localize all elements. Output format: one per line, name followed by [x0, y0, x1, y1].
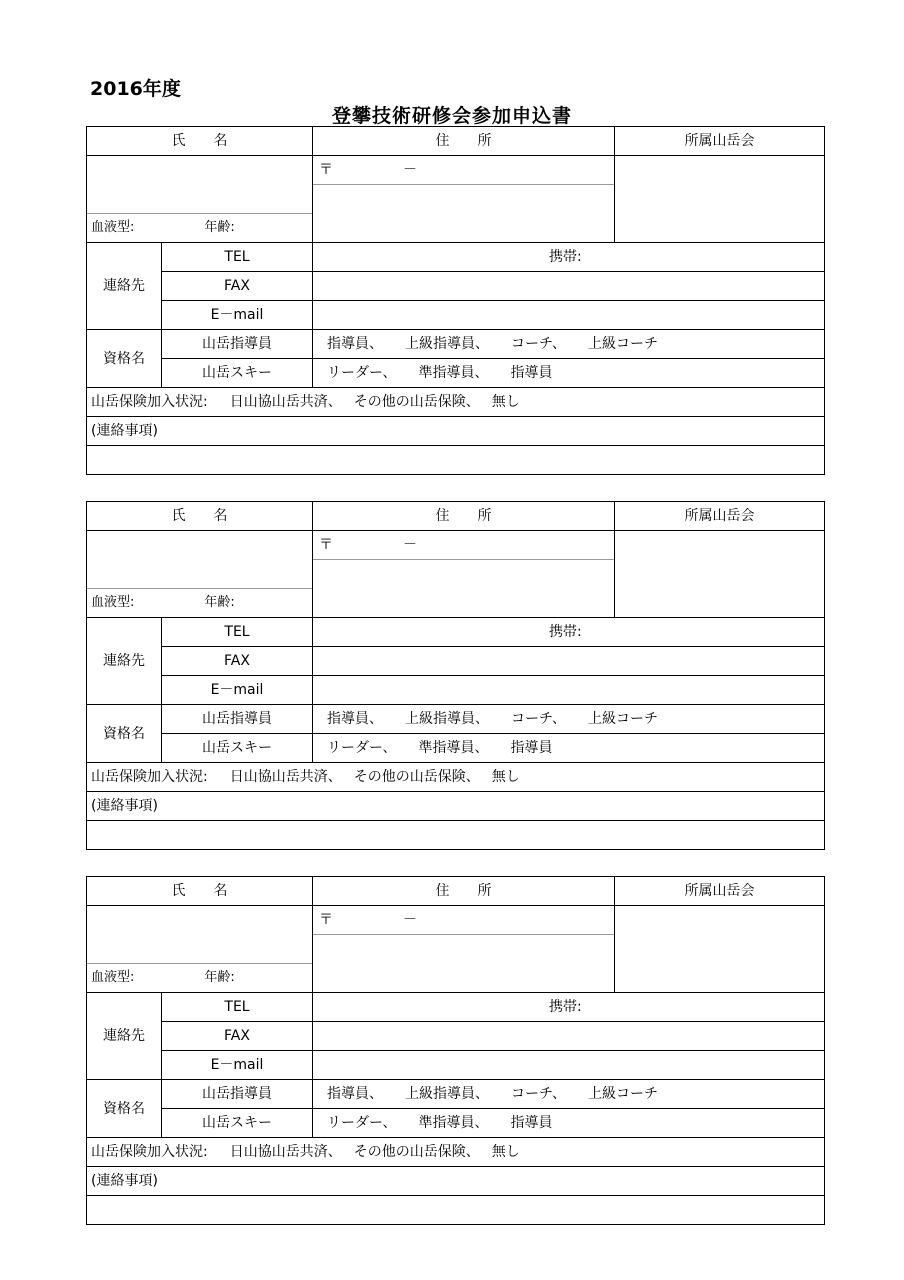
option-instructor[interactable]: 指導員、: [327, 336, 383, 352]
option-senior-instructor[interactable]: 上級指導員、: [405, 336, 489, 352]
zip-mark: 〒: [319, 162, 333, 178]
mountain-instructor-label: 山岳指導員: [162, 330, 313, 359]
fax-label: FAX: [162, 647, 313, 676]
address-header: 住 所: [313, 127, 615, 156]
qualification-label: 資格名: [87, 1080, 162, 1138]
mobile-label: 携帯:: [549, 999, 582, 1015]
insurance-row[interactable]: [87, 388, 825, 417]
form-year: 2016年度: [90, 78, 181, 100]
email-label: E－mail: [162, 676, 313, 705]
address-field[interactable]: [313, 156, 615, 243]
option-jma-insurance[interactable]: 日山協山岳共済、: [229, 1144, 342, 1160]
tel-mobile-field[interactable]: [313, 618, 825, 647]
mountain-ski-options[interactable]: [313, 1109, 825, 1138]
option-senior-coach[interactable]: 上級コーチ: [588, 336, 659, 352]
option-no-insurance[interactable]: 無し: [491, 769, 520, 785]
tel-label: TEL: [162, 618, 313, 647]
mountain-ski-options[interactable]: [313, 359, 825, 388]
option-instructor[interactable]: 指導員、: [327, 711, 383, 727]
option-senior-instructor[interactable]: 上級指導員、: [405, 711, 489, 727]
club-field[interactable]: [615, 906, 825, 993]
notes-field[interactable]: [87, 446, 825, 475]
mountain-instructor-label: 山岳指導員: [162, 1080, 313, 1109]
name-header: 氏 名: [87, 877, 313, 906]
blood-age-row: [87, 588, 312, 617]
tel-mobile-field[interactable]: [313, 993, 825, 1022]
name-input-area[interactable]: [87, 532, 312, 588]
application-form-block: [86, 501, 825, 850]
insurance-label: 山岳保険加入状況:: [91, 1144, 208, 1160]
mountain-instructor-options[interactable]: [313, 1080, 825, 1109]
option-jma-insurance[interactable]: 日山協山岳共済、: [229, 769, 342, 785]
zip-dash: －: [403, 162, 417, 178]
mobile-label: 携帯:: [549, 249, 582, 265]
mobile-label: 携帯:: [549, 624, 582, 640]
option-leader[interactable]: リーダー、: [327, 365, 397, 381]
email-field[interactable]: [313, 676, 825, 705]
option-other-insurance[interactable]: その他の山岳保険、: [353, 1144, 480, 1160]
notes-label: (連絡事項): [87, 417, 825, 446]
mountain-instructor-options[interactable]: [313, 705, 825, 734]
zip-mark: 〒: [319, 537, 333, 553]
option-no-insurance[interactable]: 無し: [491, 1144, 520, 1160]
option-ski-instructor[interactable]: 指導員: [510, 365, 553, 381]
notes-field[interactable]: [87, 1196, 825, 1225]
zip-code-row[interactable]: [313, 906, 614, 935]
contact-label: 連絡先: [87, 618, 162, 705]
option-senior-coach[interactable]: 上級コーチ: [588, 711, 659, 727]
tel-mobile-field[interactable]: [313, 243, 825, 272]
address-field[interactable]: [313, 906, 615, 993]
option-senior-coach[interactable]: 上級コーチ: [588, 1086, 659, 1102]
notes-label: (連絡事項): [87, 1167, 825, 1196]
name-header: 氏 名: [87, 502, 313, 531]
option-associate-instructor[interactable]: 準指導員、: [418, 1115, 489, 1131]
email-field[interactable]: [313, 301, 825, 330]
email-label: E－mail: [162, 1051, 313, 1080]
option-leader[interactable]: リーダー、: [327, 1115, 397, 1131]
club-header: 所属山岳会: [615, 877, 825, 906]
option-associate-instructor[interactable]: 準指導員、: [418, 740, 489, 756]
insurance-row[interactable]: [87, 763, 825, 792]
qualification-label: 資格名: [87, 330, 162, 388]
blood-type-label: 血液型:: [91, 595, 135, 610]
insurance-label: 山岳保険加入状況:: [91, 394, 208, 410]
application-form-block: [86, 876, 825, 1225]
age-label: 年齢:: [204, 220, 235, 235]
name-field[interactable]: [87, 531, 313, 618]
fax-field[interactable]: [313, 272, 825, 301]
name-field[interactable]: [87, 156, 313, 243]
option-ski-instructor[interactable]: 指導員: [510, 1115, 553, 1131]
blood-age-row: [87, 213, 312, 242]
form-title: 登攀技術研修会参加申込書: [331, 105, 572, 127]
blood-type-label: 血液型:: [91, 970, 135, 985]
name-input-area[interactable]: [87, 907, 312, 963]
option-leader[interactable]: リーダー、: [327, 740, 397, 756]
option-jma-insurance[interactable]: 日山協山岳共済、: [229, 394, 342, 410]
option-other-insurance[interactable]: その他の山岳保険、: [353, 769, 480, 785]
name-field[interactable]: [87, 906, 313, 993]
mountain-ski-label: 山岳スキー: [162, 734, 313, 763]
club-field[interactable]: [615, 156, 825, 243]
zip-dash: －: [403, 912, 417, 928]
option-instructor[interactable]: 指導員、: [327, 1086, 383, 1102]
option-other-insurance[interactable]: その他の山岳保険、: [353, 394, 480, 410]
zip-mark: 〒: [319, 912, 333, 928]
address-field[interactable]: [313, 531, 615, 618]
application-form-block: [86, 126, 825, 475]
fax-label: FAX: [162, 272, 313, 301]
mountain-ski-options[interactable]: [313, 734, 825, 763]
blood-type-label: 血液型:: [91, 220, 135, 235]
notes-field[interactable]: [87, 821, 825, 850]
zip-code-row[interactable]: [313, 531, 614, 560]
name-header: 氏 名: [87, 127, 313, 156]
contact-label: 連絡先: [87, 243, 162, 330]
option-no-insurance[interactable]: 無し: [491, 394, 520, 410]
option-senior-instructor[interactable]: 上級指導員、: [405, 1086, 489, 1102]
tel-label: TEL: [162, 993, 313, 1022]
club-field[interactable]: [615, 531, 825, 618]
option-coach[interactable]: コーチ、: [511, 711, 567, 727]
age-label: 年齢:: [204, 595, 235, 610]
fax-field[interactable]: [313, 1022, 825, 1051]
tel-label: TEL: [162, 243, 313, 272]
notes-label: (連絡事項): [87, 792, 825, 821]
mountain-ski-label: 山岳スキー: [162, 359, 313, 388]
name-input-area[interactable]: [87, 157, 312, 213]
club-header: 所属山岳会: [615, 127, 825, 156]
insurance-row[interactable]: [87, 1138, 825, 1167]
address-header: 住 所: [313, 877, 615, 906]
insurance-label: 山岳保険加入状況:: [91, 769, 208, 785]
mountain-ski-label: 山岳スキー: [162, 1109, 313, 1138]
fax-field[interactable]: [313, 647, 825, 676]
option-coach[interactable]: コーチ、: [511, 336, 567, 352]
email-field[interactable]: [313, 1051, 825, 1080]
zip-code-row[interactable]: [313, 156, 614, 185]
mountain-instructor-label: 山岳指導員: [162, 705, 313, 734]
qualification-label: 資格名: [87, 705, 162, 763]
option-coach[interactable]: コーチ、: [511, 1086, 567, 1102]
contact-label: 連絡先: [87, 993, 162, 1080]
age-label: 年齢:: [204, 970, 235, 985]
option-associate-instructor[interactable]: 準指導員、: [418, 365, 489, 381]
fax-label: FAX: [162, 1022, 313, 1051]
address-header: 住 所: [313, 502, 615, 531]
option-ski-instructor[interactable]: 指導員: [510, 740, 553, 756]
club-header: 所属山岳会: [615, 502, 825, 531]
mountain-instructor-options[interactable]: [313, 330, 825, 359]
email-label: E－mail: [162, 301, 313, 330]
zip-dash: －: [403, 537, 417, 553]
blood-age-row: [87, 963, 312, 992]
